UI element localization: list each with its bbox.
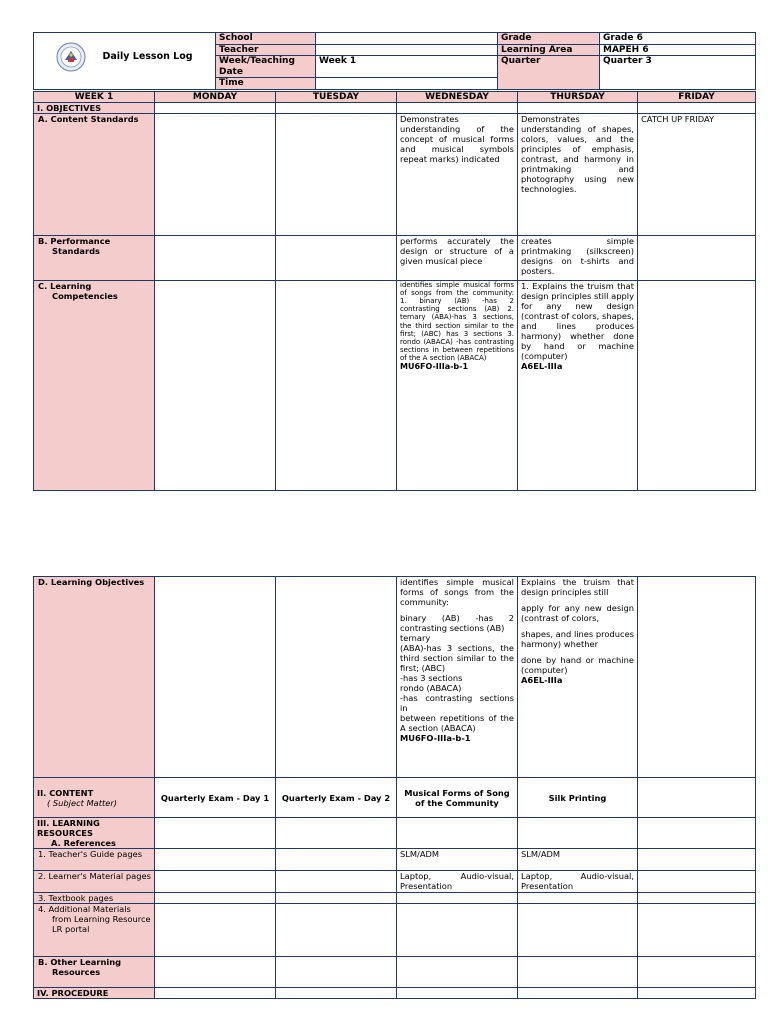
lo-thu[interactable] bbox=[518, 577, 638, 778]
lo-wed-line: between repetitions of the A section (ABACA) bbox=[400, 713, 514, 733]
lc-thu-code: A6EL-IIIa bbox=[521, 360, 563, 371]
learning-resources-heading: III. LEARNING RESOURCES bbox=[37, 818, 100, 838]
lc-thu[interactable] bbox=[518, 280, 638, 490]
lo-wed-line: (ABA)-has 3 sections, the third section similar to the first; (ABC) bbox=[400, 643, 514, 673]
textbook-label: 3. Textbook pages bbox=[34, 893, 155, 904]
quarter-value[interactable]: Quarter 3 bbox=[600, 56, 756, 90]
lc-wed-code: MU6FO-IIIa-b-1 bbox=[400, 361, 469, 371]
lc-thu-text: 1. Explains the truism that design principles still apply for any new design (contrast of colors, shapes, and lines produces harmony) whether done by hand or machine (computer) bbox=[521, 280, 634, 361]
content-thu[interactable]: Silk Printing bbox=[518, 778, 638, 818]
content-wed[interactable]: Musical Forms of Song of the Community bbox=[397, 778, 518, 818]
grade-value[interactable]: Grade 6 bbox=[600, 33, 756, 45]
learning-objectives-label: D. Learning Objectives bbox=[34, 577, 155, 778]
lo-thu-code: A6EL-IIIa bbox=[521, 675, 563, 685]
logo-title-cell bbox=[34, 33, 216, 90]
col-friday: FRIDAY bbox=[638, 91, 756, 102]
learning-resources-cell bbox=[34, 818, 155, 849]
lo-thu-line: shapes, and lines produces harmony) whether bbox=[521, 629, 634, 649]
lo-mon[interactable] bbox=[155, 577, 276, 778]
page-title: Daily Lesson Log bbox=[102, 50, 193, 62]
lm-thu[interactable]: Laptop, Audio-visual, Presentation bbox=[518, 871, 638, 893]
lc-wed[interactable] bbox=[397, 280, 518, 490]
cs-mon[interactable] bbox=[155, 113, 276, 235]
area-value[interactable]: MAPEH 6 bbox=[600, 44, 756, 56]
grade-label: Grade bbox=[498, 33, 600, 45]
col-thursday: THURSDAY bbox=[518, 91, 638, 102]
ps-thu[interactable]: creates simple printmaking (silkscreen) designs on t-shirts and posters. bbox=[518, 235, 638, 280]
lo-tue[interactable] bbox=[276, 577, 397, 778]
time-value[interactable] bbox=[316, 78, 498, 90]
content-standards-label: A. Content Standards bbox=[34, 113, 155, 235]
week-date-label: Week/Teaching Date bbox=[216, 56, 316, 78]
week-value[interactable]: Week 1 bbox=[316, 56, 498, 78]
tg-wed[interactable]: SLM/ADM bbox=[397, 849, 518, 871]
additional-materials-label: 4. Additional Materials from Learning Resource LR portal bbox=[34, 904, 155, 957]
learners-material-label: 2. Learner's Material pages bbox=[34, 871, 155, 893]
lesson-log-page-2 bbox=[33, 576, 755, 999]
col-wednesday: WEDNESDAY bbox=[397, 91, 518, 102]
ps-mon[interactable] bbox=[155, 235, 276, 280]
content-mon[interactable]: Quarterly Exam - Day 1 bbox=[155, 778, 276, 818]
deped-seal-icon bbox=[56, 42, 86, 72]
school-label: School bbox=[216, 33, 316, 45]
objectives-heading: I. OBJECTIVES bbox=[34, 102, 155, 113]
lc-tue[interactable] bbox=[276, 280, 397, 490]
references-label: A. References bbox=[51, 838, 116, 848]
lo-wed-line: binary (AB) -has 2 contrasting sections (AB) bbox=[400, 613, 514, 633]
lo-thu-line: Explains the truism that design principles still bbox=[521, 577, 634, 597]
lc-mon[interactable] bbox=[155, 280, 276, 490]
lo-fri[interactable] bbox=[638, 577, 756, 778]
teachers-guide-label: 1. Teacher's Guide pages bbox=[34, 849, 155, 871]
lo-wed-line: identifies simple musical forms of songs from the community: bbox=[400, 577, 514, 607]
quarter-label: Quarter bbox=[498, 56, 600, 90]
school-value[interactable] bbox=[316, 33, 498, 45]
content-tue[interactable]: Quarterly Exam - Day 2 bbox=[276, 778, 397, 818]
content-label-cell bbox=[34, 778, 155, 818]
ps-tue[interactable] bbox=[276, 235, 397, 280]
lc-fri[interactable] bbox=[638, 280, 756, 490]
objectives-table bbox=[33, 91, 756, 491]
learning-competencies-label: C. Learning Competencies bbox=[34, 280, 155, 490]
lo-wed-line: -has contrasting sections in bbox=[400, 693, 514, 713]
col-monday: MONDAY bbox=[155, 91, 276, 102]
lo-wed-line: ternary bbox=[400, 633, 431, 643]
ps-wed[interactable]: performs accurately the design or structure of a given musical piece bbox=[397, 235, 518, 280]
performance-standards-label: B. Performance Standards bbox=[34, 235, 155, 280]
content-label: II. CONTENT bbox=[37, 788, 94, 798]
lo-wed-code: MU6FO-IIIa-b-1 bbox=[400, 733, 471, 743]
content-fri[interactable] bbox=[638, 778, 756, 818]
header-table bbox=[33, 32, 756, 90]
lesson-log-page-1 bbox=[33, 32, 755, 491]
content-sublabel: ( Subject Matter) bbox=[47, 798, 118, 808]
cs-fri[interactable]: CATCH UP FRIDAY bbox=[638, 113, 756, 235]
cs-tue[interactable] bbox=[276, 113, 397, 235]
tg-thu[interactable]: SLM/ADM bbox=[518, 849, 638, 871]
lo-wed[interactable] bbox=[397, 577, 518, 778]
other-resources-label: B. Other Learning Resources bbox=[34, 957, 155, 988]
col-tuesday: TUESDAY bbox=[276, 91, 397, 102]
lo-thu-line: done by hand or machine (computer) bbox=[521, 655, 634, 675]
lm-wed[interactable]: Laptop, Audio-visual, Presentation bbox=[397, 871, 518, 893]
lo-thu-line: apply for any new design (contrast of colors, bbox=[521, 603, 634, 623]
lo-wed-line: -has 3 sections bbox=[400, 673, 463, 683]
col-week: WEEK 1 bbox=[34, 91, 155, 102]
area-label: Learning Area bbox=[498, 44, 600, 56]
time-label: Time bbox=[216, 78, 316, 90]
teacher-label: Teacher bbox=[216, 44, 316, 56]
cs-wed[interactable]: Demonstrates understanding of the concept of musical forms and musical symbols repeat marks) indicated bbox=[397, 113, 518, 235]
lo-wed-line: rondo (ABACA) bbox=[400, 683, 462, 693]
procedure-label: IV. PROCEDURE bbox=[34, 988, 155, 999]
objectives-content-table bbox=[33, 576, 756, 999]
lc-wed-text: identifies simple musical forms of songs from the community: 1. binary (AB) -has 2 contrasting sections (AB) 2. ternary (ABA)-has 3 sections, the third section similar to the first; (ABC) has 3 sections 3. rondo (ABACA) -has contrasting sections in between repetitions of the A section (ABACA) bbox=[400, 280, 514, 363]
cs-thu[interactable]: Demonstrates understanding of shapes, colors, values, and the principles of emphasis, contrast, and harmony in printmaking and photography using new technologies. bbox=[518, 113, 638, 235]
ps-fri[interactable] bbox=[638, 235, 756, 280]
teacher-value[interactable] bbox=[316, 44, 498, 56]
